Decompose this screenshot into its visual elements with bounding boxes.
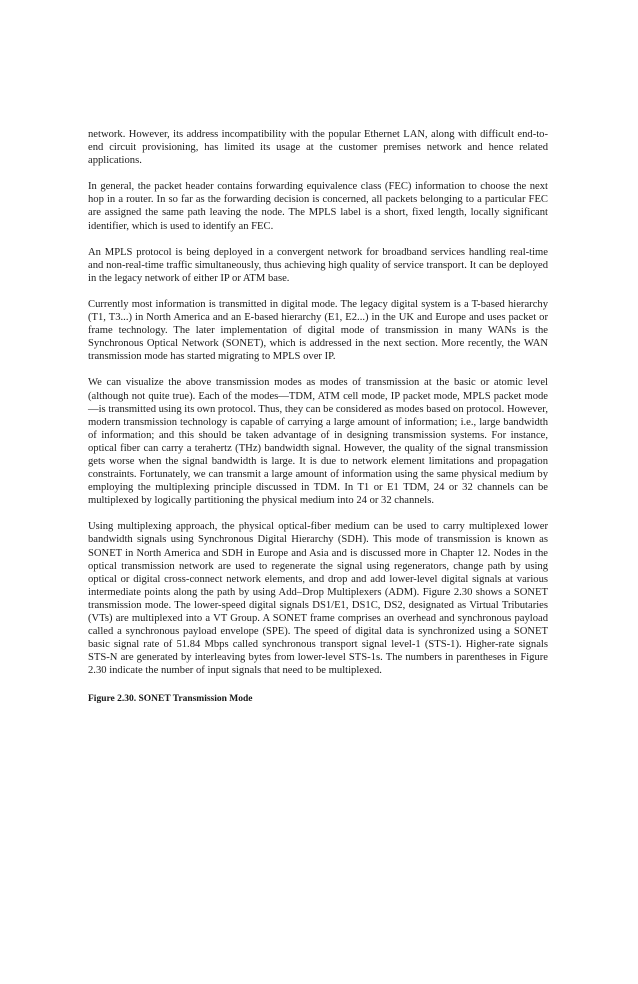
paragraph-digital-mode: Currently most information is transmitted in digital mode. The legacy digital system is a T-based hierarchy (T1, T3...) in North America and an E-based hierarchy (E1, E2...) in the UK and Europe and uses packet or frame technology. The later implementation of digital mode of transmission in many WANs is the Synchronous Optical Network (SONET), which is addressed in the next section. More recently, the WAN transmission mode has started migrating to MPLS over IP. xyxy=(88,298,548,363)
document-page xyxy=(88,128,548,707)
paragraph-multiplexing-sonet: Using multiplexing approach, the physical optical-fiber medium can be used to carry multiplexed lower bandwidth signals using Synchronous Digital Hierarchy (SDH). This mode of transmission is known as SONET in North America and SDH in Europe and Asia and is discussed more in Chapter 12. Nodes in the optical transmission network are used to regenerate the signal using regenerators, change path by using optical or digital cross-connect network elements, and drop and add lower-level digital signals at various intermediate points along the path by using Add–Drop Multiplexers (ADM). Figure 2.30 shows a SONET transmission mode. The lower-speed digital signals DS1/E1, DS1C, DS2, designated as Virtual Tributaries (VTs) are multiplexed into a VT Group. A SONET frame comprises an overhead and synchronous payload called a synchronous payload envelope (SPE). The speed of digital data is synchronized using a SONET basic signal rate of 51.84 Mbps called synchronous transport signal level-1 (STS-1). Higher-rate signals STS-N are generated by interleaving bytes from lower-level STS-1s. The numbers in parentheses in Figure 2.30 indicate the number of input signals that need to be multiplexed. xyxy=(88,521,548,677)
paragraph-ethernet-usage: network. However, its address incompatibility with the popular Ethernet LAN, along with difficult end-to-end circuit provisioning, has limited its usage at the customer premises network and hence related applications. xyxy=(88,129,548,167)
paragraph-mpls-deployment: An MPLS protocol is being deployed in a convergent network for broadband services handling real-time and non-real-time traffic simultaneously, thus achieving high quality of service transport. It can be deployed in the legacy network of either IP or ATM base. xyxy=(88,246,548,284)
figure-caption: Figure 2.30. SONET Transmission Mode xyxy=(88,694,253,705)
paragraph-fec: In general, the packet header contains forwarding equivalence class (FEC) information to choose the next hop in a router. In so far as the forwarding decision is concerned, all packets belonging to a particular FEC are assigned the same path leaving the node. The MPLS label is a short, fixed length, locally significant identifier, which is used to identify an FEC. xyxy=(88,181,548,232)
paragraph-transmission-modes: We can visualize the above transmission modes as modes of transmission at the basic or atomic level (although not quite true). Each of the modes—TDM, ATM cell mode, IP packet mode, MPLS packet mode—is transmitted using its own protocol. Thus, they can be considered as modes based on protocol. However, modern transmission technology is capable of carrying a large amount of information; i.e., large bandwidth of information; and this should be taken advantage of in designing transmission systems. For instance, optical fiber can carry a terahertz (THz) bandwidth signal. However, the quality of the signal transmission gets worse when the signal bandwidth is large. It is due to network element limitations and propagation constraints. Fortunately, we can transmit a large amount of information using the same physical medium by employing the multiplexing principle discussed in TDM. In T1 or E1 TDM, 24 or 32 channels can be multiplexed by logically partitioning the physical medium into 24 or 32 channels. xyxy=(88,377,548,507)
